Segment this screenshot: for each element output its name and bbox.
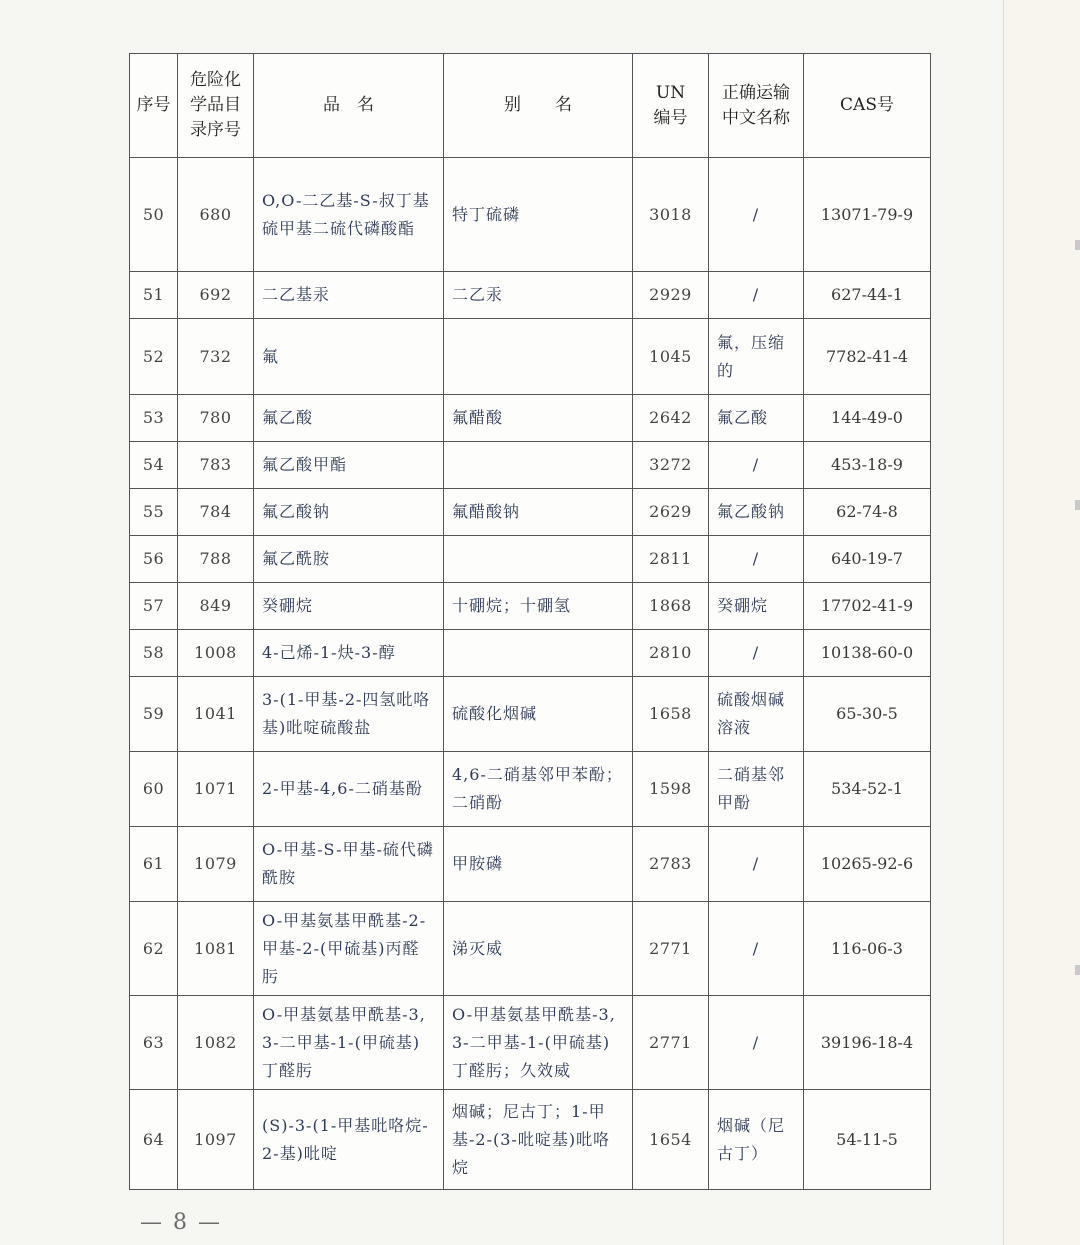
cell-seq: 50: [130, 158, 178, 272]
cell-name: 3-(1-甲基-2-四氢吡咯基)吡啶硫酸盐: [254, 677, 444, 752]
cell-transport: 硫酸烟碱溶液: [709, 677, 804, 752]
cell-cas: 10138-60-0: [804, 630, 931, 677]
cell-catalog: 783: [178, 442, 254, 489]
cell-cas: 534-52-1: [804, 752, 931, 827]
cell-transport: /: [709, 630, 804, 677]
cell-cas: 640-19-7: [804, 536, 931, 583]
cell-un: 2783: [633, 827, 709, 902]
cell-alias: 二乙汞: [444, 272, 633, 319]
table-row: [130, 536, 931, 583]
table-row: [130, 442, 931, 489]
cell-un: 1598: [633, 752, 709, 827]
cell-name: 2-甲基-4,6-二硝基酚: [254, 752, 444, 827]
table-row: [130, 583, 931, 630]
header-seq: 序号: [130, 54, 178, 158]
cell-un: 2771: [633, 902, 709, 996]
cell-cas: 17702-41-9: [804, 583, 931, 630]
cell-cas: 54-11-5: [804, 1090, 931, 1190]
cell-transport: 二硝基邻甲酚: [709, 752, 804, 827]
header-catalog: 危险化学品目录序号: [178, 54, 254, 158]
header-transport: 正确运输中文名称: [709, 54, 804, 158]
cell-transport: /: [709, 536, 804, 583]
cell-name: 氟: [254, 319, 444, 395]
cell-alias: [444, 536, 633, 583]
cell-cas: 39196-18-4: [804, 996, 931, 1090]
cell-name: 二乙基汞: [254, 272, 444, 319]
cell-un: 3272: [633, 442, 709, 489]
header-cas: CAS号: [804, 54, 931, 158]
page-edge: [1003, 0, 1080, 1245]
cell-cas: 62-74-8: [804, 489, 931, 536]
edge-mark: [1075, 240, 1080, 250]
header-alias: 别 名: [444, 54, 633, 158]
cell-name: 氟乙酰胺: [254, 536, 444, 583]
cell-alias: O-甲基氨基甲酰基-3,3-二甲基-1-(甲硫基)丁醛肟；久效威: [444, 996, 633, 1090]
cell-catalog: 780: [178, 395, 254, 442]
cell-catalog: 692: [178, 272, 254, 319]
cell-alias: 氟醋酸: [444, 395, 633, 442]
table-row: [130, 902, 931, 996]
cell-alias: 氟醋酸钠: [444, 489, 633, 536]
cell-name: O,O-二乙基-S-叔丁基硫甲基二硫代磷酸酯: [254, 158, 444, 272]
cell-alias: [444, 442, 633, 489]
header-un: UN编号: [633, 54, 709, 158]
cell-transport: 氟乙酸钠: [709, 489, 804, 536]
cell-catalog: 1097: [178, 1090, 254, 1190]
cell-seq: 54: [130, 442, 178, 489]
cell-transport: 烟碱（尼古丁）: [709, 1090, 804, 1190]
cell-name: O-甲基氨基甲酰基-2-甲基-2-(甲硫基)丙醛肟: [254, 902, 444, 996]
hazardous-chemicals-table: [129, 53, 931, 1190]
cell-alias: 特丁硫磷: [444, 158, 633, 272]
cell-catalog: 1071: [178, 752, 254, 827]
cell-seq: 63: [130, 996, 178, 1090]
cell-seq: 60: [130, 752, 178, 827]
cell-un: 1868: [633, 583, 709, 630]
cell-un: 2629: [633, 489, 709, 536]
table-row: [130, 1090, 931, 1190]
cell-un: 1658: [633, 677, 709, 752]
cell-name: 氟乙酸甲酯: [254, 442, 444, 489]
table-row: [130, 319, 931, 395]
cell-seq: 64: [130, 1090, 178, 1190]
cell-cas: 627-44-1: [804, 272, 931, 319]
cell-catalog: 732: [178, 319, 254, 395]
edge-mark: [1075, 500, 1080, 510]
cell-seq: 53: [130, 395, 178, 442]
cell-cas: 453-18-9: [804, 442, 931, 489]
cell-un: 1654: [633, 1090, 709, 1190]
table-row: [130, 272, 931, 319]
cell-catalog: 680: [178, 158, 254, 272]
cell-transport: /: [709, 158, 804, 272]
cell-catalog: 784: [178, 489, 254, 536]
cell-un: 2811: [633, 536, 709, 583]
cell-catalog: 1008: [178, 630, 254, 677]
cell-name: O-甲基氨基甲酰基-3,3-二甲基-1-(甲硫基)丁醛肟: [254, 996, 444, 1090]
cell-un: 2929: [633, 272, 709, 319]
cell-transport: /: [709, 442, 804, 489]
cell-un: 3018: [633, 158, 709, 272]
cell-alias: 涕灭威: [444, 902, 633, 996]
cell-seq: 58: [130, 630, 178, 677]
cell-cas: 13071-79-9: [804, 158, 931, 272]
cell-cas: 116-06-3: [804, 902, 931, 996]
table-row: [130, 489, 931, 536]
cell-name: (S)-3-(1-甲基吡咯烷-2-基)吡啶: [254, 1090, 444, 1190]
cell-transport: 癸硼烷: [709, 583, 804, 630]
cell-transport: /: [709, 996, 804, 1090]
cell-alias: 十硼烷；十硼氢: [444, 583, 633, 630]
cell-alias: 烟碱；尼古丁；1-甲基-2-(3-吡啶基)吡咯烷: [444, 1090, 633, 1190]
cell-un: 2810: [633, 630, 709, 677]
header-name: 品 名: [254, 54, 444, 158]
cell-transport: /: [709, 902, 804, 996]
cell-un: 2642: [633, 395, 709, 442]
cell-alias: 硫酸化烟碱: [444, 677, 633, 752]
cell-catalog: 788: [178, 536, 254, 583]
cell-name: 癸硼烷: [254, 583, 444, 630]
table-row: [130, 158, 931, 272]
cell-name: 氟乙酸钠: [254, 489, 444, 536]
table-row: [130, 395, 931, 442]
cell-name: 4-己烯-1-炔-3-醇: [254, 630, 444, 677]
cell-cas: 10265-92-6: [804, 827, 931, 902]
cell-alias: 4,6-二硝基邻甲苯酚；二硝酚: [444, 752, 633, 827]
cell-alias: [444, 319, 633, 395]
cell-cas: 65-30-5: [804, 677, 931, 752]
cell-seq: 59: [130, 677, 178, 752]
cell-transport: 氟乙酸: [709, 395, 804, 442]
table-row: [130, 677, 931, 752]
cell-transport: 氟，压缩的: [709, 319, 804, 395]
cell-catalog: 1041: [178, 677, 254, 752]
cell-transport: /: [709, 827, 804, 902]
table-row: [130, 827, 931, 902]
cell-seq: 61: [130, 827, 178, 902]
cell-seq: 52: [130, 319, 178, 395]
header-row: [130, 54, 931, 158]
cell-seq: 55: [130, 489, 178, 536]
cell-name: O-甲基-S-甲基-硫代磷酰胺: [254, 827, 444, 902]
cell-un: 2771: [633, 996, 709, 1090]
table-row: [130, 630, 931, 677]
cell-cas: 7782-41-4: [804, 319, 931, 395]
cell-cas: 144-49-0: [804, 395, 931, 442]
cell-seq: 56: [130, 536, 178, 583]
cell-catalog: 849: [178, 583, 254, 630]
cell-un: 1045: [633, 319, 709, 395]
cell-seq: 57: [130, 583, 178, 630]
cell-seq: 51: [130, 272, 178, 319]
cell-catalog: 1079: [178, 827, 254, 902]
cell-catalog: 1081: [178, 902, 254, 996]
cell-alias: [444, 630, 633, 677]
cell-transport: /: [709, 272, 804, 319]
cell-seq: 62: [130, 902, 178, 996]
cell-alias: 甲胺磷: [444, 827, 633, 902]
page-number: — 8 —: [140, 1210, 222, 1235]
table-row: [130, 996, 931, 1090]
cell-name: 氟乙酸: [254, 395, 444, 442]
edge-mark: [1075, 965, 1080, 975]
table-row: [130, 752, 931, 827]
cell-catalog: 1082: [178, 996, 254, 1090]
